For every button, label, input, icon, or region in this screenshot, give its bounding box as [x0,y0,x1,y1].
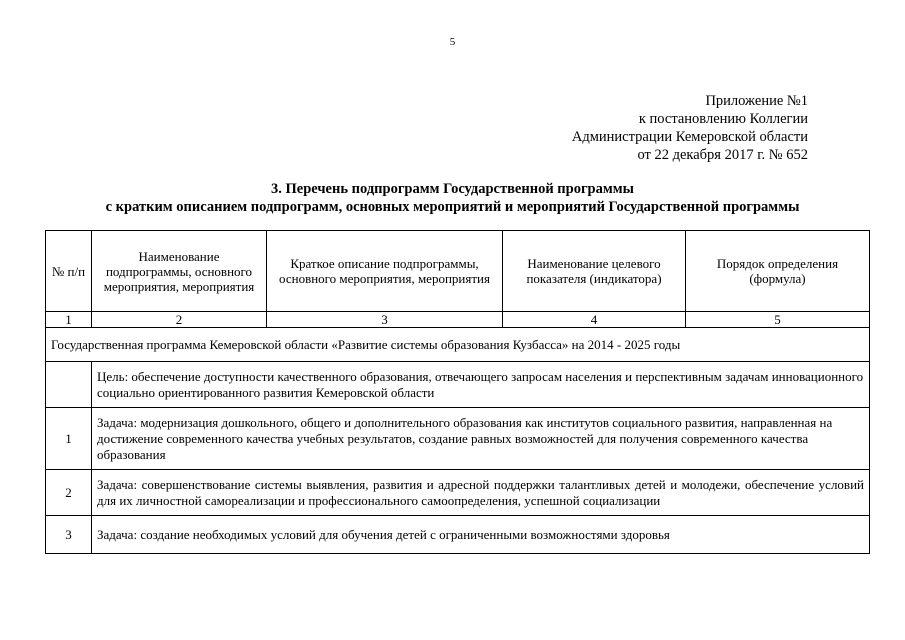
header-cell-formula: Порядок определения (формула) [686,231,870,312]
task-row [46,470,870,516]
header-cell-number: № п/п [46,231,92,312]
task-index-cell: 2 [46,470,92,516]
appendix-line: к постановлению Коллегии [638,111,808,127]
program-row [46,328,870,362]
document-title-line: 3. Перечень подпрограмм Государственной программы [271,181,634,197]
subprograms-table [45,230,870,554]
column-number-cell: 4 [503,312,686,328]
column-number-cell: 1 [46,312,92,328]
appendix-line: от 22 декабря 2017 г. № 652 [637,147,808,163]
page-number: 5 [449,36,456,48]
column-number-cell: 5 [686,312,870,328]
header-cell-name: Наименование подпрограммы, основного мероприятия, мероприятия [92,231,267,312]
program-name-cell: Государственная программа Кемеровской области «Развитие системы образования Кузбасса» на 2014 - 2025 годы [46,328,870,362]
task-text-cell: Задача: модернизация дошкольного, общего и дополнительного образования как институтов социального развития, направленная на достижение современного качества учебных результатов, создание равных возможностей для получения современного качества образования [92,408,870,470]
document-title-line: с кратким описанием подпрограмм, основных мероприятий и мероприятий Государственной программы [105,199,800,215]
appendix-block [572,92,808,164]
task-text-cell: Задача: совершенствование системы выявления, развития и адресной поддержки талантливых детей и молодежи, обеспечение условий для их личностной самореализации и профессионального самоопределения, успешной социализации [92,470,870,516]
goal-index-cell [46,362,92,408]
task-text-cell: Задача: создание необходимых условий для обучения детей с ограниченными возможностями здоровья [92,516,870,554]
goal-text-cell: Цель: обеспечение доступности качественного образования, отвечающего запросам населения и перспективным задачам инновационного социально ориентированного развития Кемеровской области [92,362,870,408]
goal-row [46,362,870,408]
document-title [0,180,905,216]
column-number-row [46,312,870,328]
task-row [46,408,870,470]
task-index-cell: 3 [46,516,92,554]
header-cell-description: Краткое описание подпрограммы, основного мероприятия, мероприятия [267,231,503,312]
task-row [46,516,870,554]
appendix-line: Приложение №1 [705,93,808,109]
appendix-line: Администрации Кемеровской области [571,129,808,145]
task-index-cell: 1 [46,408,92,470]
column-number-cell: 3 [267,312,503,328]
column-number-cell: 2 [92,312,267,328]
header-cell-indicator: Наименование целевого показателя (индикатора) [503,231,686,312]
table-header-row [46,231,870,312]
